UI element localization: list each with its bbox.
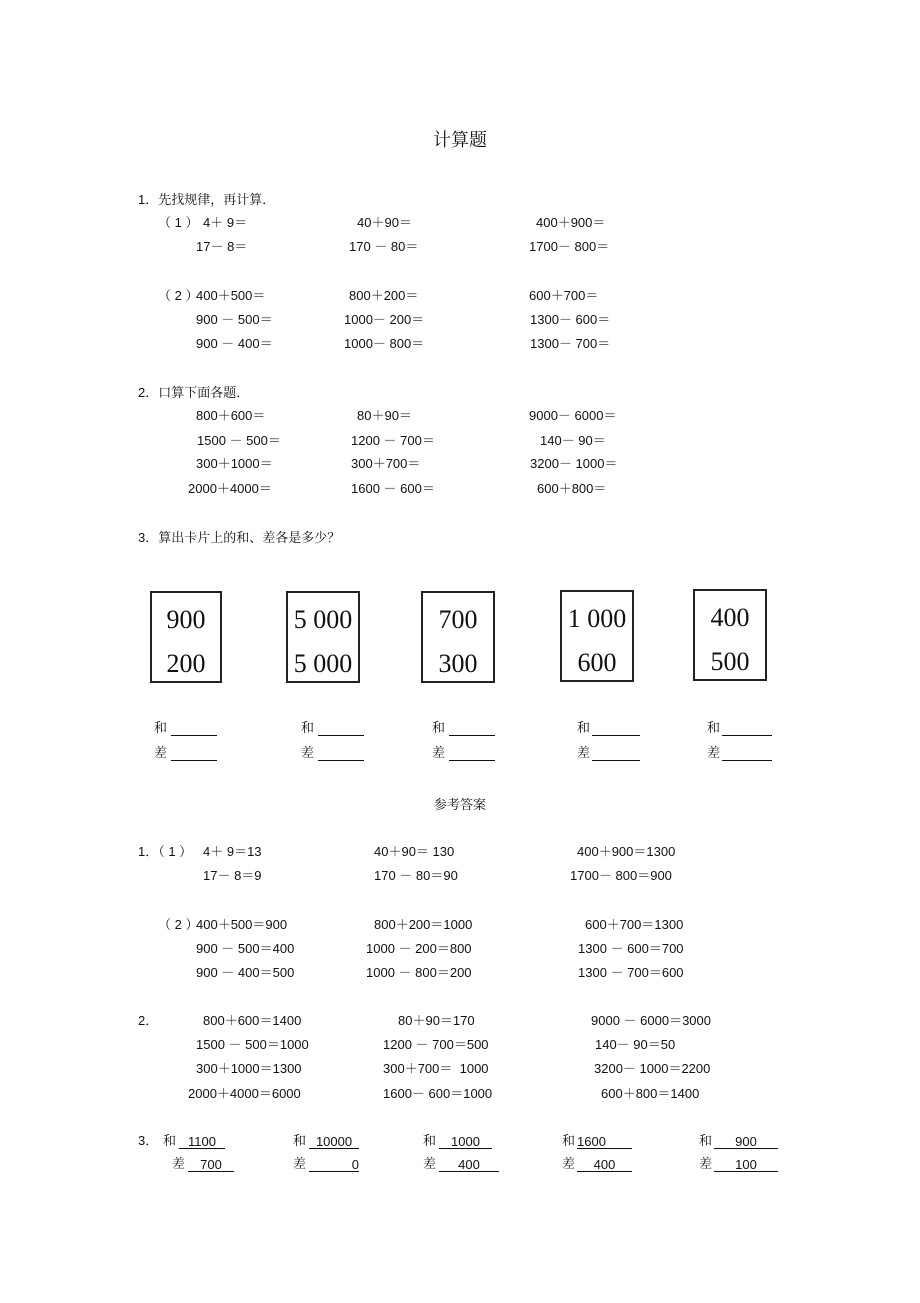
sum-answer: 1000 — [439, 1134, 492, 1149]
sum-label: 和 — [301, 720, 315, 735]
a1-p2-r2-c1: 900 － 500＝400 — [196, 941, 295, 956]
sum-answer-blank[interactable] — [592, 721, 640, 736]
diff-label: 差 — [293, 1156, 307, 1171]
a2-r3-c3: 3200－ 1000＝2200 — [594, 1061, 711, 1076]
question-3-heading: 3．算出卡片上的和、差各是多少？ — [138, 530, 341, 545]
card-bottom-number: 500 — [710, 647, 750, 676]
a2-r3-c1: 300＋1000＝1300 — [196, 1061, 302, 1076]
card-top-number: 5 000 — [293, 605, 353, 634]
sum-label: 和 — [707, 720, 721, 735]
card-top-number: 400 — [710, 603, 750, 632]
q1-part1-label: （ 1 ） — [158, 215, 199, 230]
sum-answer-blank[interactable] — [318, 721, 364, 736]
diff-answer: 0 — [309, 1157, 359, 1172]
a2-r4-c1: 2000＋4000＝6000 — [188, 1086, 301, 1101]
q2-r4-c1: 2000＋4000＝ — [188, 481, 272, 496]
question-2-heading: 2．口算下面各题． — [138, 385, 250, 400]
a1-p2-r1-c3: 600＋700＝1300 — [585, 917, 684, 932]
a2-prefix: 2． — [138, 1013, 159, 1028]
a1-p1-r1-c1: 4＋ 9＝13 — [203, 844, 262, 859]
diff-answer: 700 — [188, 1157, 234, 1172]
diff-answer-blank[interactable] — [449, 746, 495, 761]
a1-p2-r3-c1: 900 － 400＝500 — [196, 965, 295, 980]
sum-label: 和 — [163, 1133, 177, 1148]
diff-answer: 100 — [714, 1157, 778, 1172]
diff-label: 差 — [562, 1156, 576, 1171]
q1-p1-r2-c1: 17－ 8＝ — [196, 239, 248, 254]
q1-p2-r3-c3: 1300－ 700＝ — [530, 336, 611, 351]
diff-label: 差 — [699, 1156, 713, 1171]
sum-answer-blank[interactable] — [722, 721, 772, 736]
diff-label: 差 — [154, 745, 168, 760]
number-card — [286, 591, 360, 683]
diff-label: 差 — [301, 745, 315, 760]
a1-p2-r1-c1: 400＋500＝900 — [196, 917, 288, 932]
page-title: 计算题 — [433, 130, 487, 150]
card-top-number: 900 — [166, 605, 206, 634]
diff-answer-blank[interactable] — [318, 746, 364, 761]
number-card — [693, 589, 767, 681]
diff-answer-blank[interactable] — [592, 746, 640, 761]
sum-label: 和 — [577, 720, 591, 735]
q2-r3-c2: 300＋700＝ — [351, 456, 421, 471]
card-bottom-number: 5 000 — [293, 649, 353, 678]
diff-answer-blank[interactable] — [722, 746, 772, 761]
answer-key-title: 参考答案 — [433, 797, 486, 812]
diff-label: 差 — [423, 1156, 437, 1171]
q1-p1-r2-c3: 1700－ 800＝ — [529, 239, 610, 254]
diff-label: 差 — [577, 745, 591, 760]
q2-r3-c3: 3200－ 1000＝ — [530, 456, 618, 471]
sum-answer: 10000 — [309, 1134, 359, 1149]
a1-p2-r3-c3: 1300 － 700＝600 — [578, 965, 684, 980]
a2-r2-c1: 1500 － 500＝1000 — [196, 1037, 309, 1052]
a1-p2-r1-c2: 800＋200＝1000 — [374, 917, 473, 932]
q1-p2-r2-c1: 900 － 500＝ — [196, 312, 273, 327]
q1-p1-r2-c2: 170 － 80＝ — [349, 239, 419, 254]
sum-label: 和 — [699, 1133, 713, 1148]
q1-p2-r1-c2: 800＋200＝ — [349, 288, 419, 303]
q1-p2-r2-c2: 1000－ 200＝ — [344, 312, 425, 327]
q1-p1-r1-c2: 40＋90＝ — [357, 215, 412, 230]
diff-label: 差 — [432, 745, 446, 760]
card-bottom-number: 200 — [166, 649, 206, 678]
card-top-number: 700 — [438, 605, 478, 634]
a1-p2-r2-c3: 1300 － 600＝700 — [578, 941, 684, 956]
a1-p1-r2-c3: 1700－ 800＝900 — [570, 868, 672, 883]
card-top-number: 1 000 — [567, 604, 627, 633]
a1-p1-r1-c3: 400＋900＝1300 — [577, 844, 676, 859]
q1-p2-r2-c3: 1300－ 600＝ — [530, 312, 611, 327]
a2-r4-c2: 1600－ 600＝1000 — [383, 1086, 493, 1101]
sum-label: 和 — [154, 720, 168, 735]
number-card — [421, 591, 495, 683]
question-1-heading: 1．先找规律，再计算． — [138, 192, 276, 207]
number-card — [560, 590, 634, 682]
a2-r2-c3: 140－ 90＝50 — [595, 1037, 676, 1052]
sum-label: 和 — [432, 720, 446, 735]
sum-label: 和 — [293, 1133, 307, 1148]
a2-r2-c2: 1200 － 700＝500 — [383, 1037, 489, 1052]
q1-p2-r1-c1: 400＋500＝ — [196, 288, 266, 303]
sum-answer: 900 — [714, 1134, 778, 1149]
diff-answer: 400 — [577, 1157, 632, 1172]
q1-part2-label: （ 2 ） — [158, 288, 199, 303]
a1-p2-r3-c2: 1000 － 800＝200 — [366, 965, 472, 980]
a2-r1-c1: 800＋600＝1400 — [203, 1013, 302, 1028]
diff-answer-blank[interactable] — [171, 746, 217, 761]
a1-p1-r1-c2: 40＋90＝ 130 — [374, 844, 455, 859]
sum-label: 和 — [423, 1133, 437, 1148]
diff-answer: 400 — [439, 1157, 499, 1172]
a2-r1-c2: 80＋90＝170 — [398, 1013, 475, 1028]
a2-r3-c2: 300＋700＝ 1000 — [383, 1061, 489, 1076]
a3-prefix: 3． — [138, 1133, 159, 1148]
card-bottom-number: 300 — [438, 649, 478, 678]
diff-label: 差 — [172, 1156, 186, 1171]
q2-r4-c3: 600＋800＝ — [537, 481, 607, 496]
a1-p1-r2-c2: 170 － 80＝90 — [374, 868, 458, 883]
a2-r4-c3: 600＋800＝1400 — [601, 1086, 700, 1101]
q2-r1-c3: 9000－ 6000＝ — [529, 408, 617, 423]
sum-label: 和 — [562, 1133, 576, 1148]
q2-r4-c2: 1600 － 600＝ — [351, 481, 435, 496]
sum-answer-blank[interactable] — [171, 721, 217, 736]
sum-answer-blank[interactable] — [449, 721, 495, 736]
q2-r2-c2: 1200 － 700＝ — [351, 433, 435, 448]
number-card — [150, 591, 222, 683]
a1-prefix: 1．（ 1 ） — [138, 844, 193, 859]
card-bottom-number: 600 — [577, 648, 617, 677]
a1-p2-r2-c2: 1000 － 200＝800 — [366, 941, 472, 956]
diff-label: 差 — [707, 745, 721, 760]
q1-p1-r1-c1: 4＋ 9＝ — [203, 215, 248, 230]
a1-p1-r2-c1: 17－ 8＝9 — [203, 868, 262, 883]
q2-r2-c1: 1500 － 500＝ — [197, 433, 281, 448]
q2-r1-c2: 80＋90＝ — [357, 408, 412, 423]
q1-p2-r3-c1: 900 － 400＝ — [196, 336, 273, 351]
q1-p2-r3-c2: 1000－ 800＝ — [344, 336, 425, 351]
a2-r1-c3: 9000 － 6000＝3000 — [591, 1013, 711, 1028]
q1-p1-r1-c3: 400＋900＝ — [536, 215, 606, 230]
sum-answer: 1100 — [179, 1134, 225, 1149]
q2-r3-c1: 300＋1000＝ — [196, 456, 273, 471]
q2-r1-c1: 800＋600＝ — [196, 408, 266, 423]
a1-part2-label: （ 2 ） — [158, 917, 199, 932]
q1-p2-r1-c3: 600＋700＝ — [529, 288, 599, 303]
sum-answer: 1600 — [577, 1134, 632, 1149]
q2-r2-c3: 140－ 90＝ — [540, 433, 606, 448]
